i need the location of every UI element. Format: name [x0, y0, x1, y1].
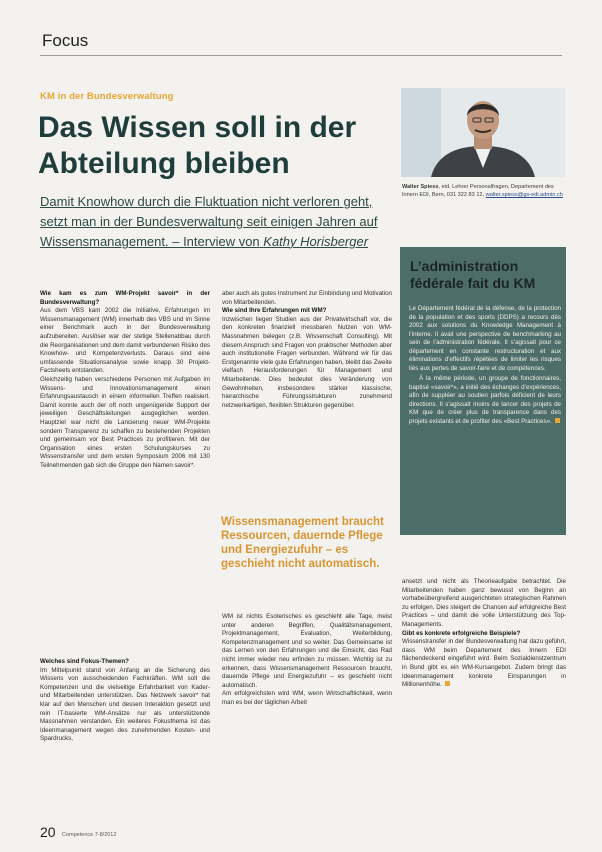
article-lead: [40, 192, 398, 252]
sidebar-title: L’administration fédérale fait du KM: [410, 258, 536, 291]
end-mark-icon: [555, 418, 560, 423]
body-paragraph: Aus dem VBS kam 2002 die Initiative, Erfahrungen im Wissensmanagement (WM) innerhalb des VBS und im Sinne einer Benchmark auch in der Bundesverwaltung aufzubereiten. Auslöser war der stetige Stellenabbau durch die Reorganisationen und dem damit verbundenen Risiko des Knowhow- und Kompetenzverlusts. Daraus sind eine umfassende Situationsanalyse sowie knapp 30 Projekt-Factsheets entstanden.: [40, 307, 210, 375]
section-label: Focus: [42, 31, 89, 50]
article-column-3: [402, 578, 566, 690]
body-paragraph: ansetzt und nicht als Theorieaufgabe betrachtet. Die Mitarbeitenden haben ganz bewusst von Beginn an vorhabeübergreifend ausgerichteten strategischen Rahmen zu erfolgen. Dies steigert die Chancen auf erfolgreiche Best Practices – und damit die volle Unterstützung des Top-Managements.: [402, 578, 566, 628]
body-paragraph: Am erfolgreichsten wird WM, wenn Wirtschaftlichkeit, wenn man es bei der täglichen Arbeit: [222, 690, 392, 706]
interview-question: Gibt es konkrete erfolgreiche Beispiele?: [402, 629, 521, 637]
portrait-illustration: [401, 88, 565, 177]
sidebar-paragraph: Le Département fédéral de la défense, de la protection de la population et des sports (DDPS) a recours dès 2002 aux solutions du Knowledge Management à l’interne. Il avait une perspective de benchmarking au sein de l’administration fédérale. Il s’agissait pour ce département en constante restructuration et aux éliminations d’effectifs répétées de limiter les risques liés aux pertes de savoir-faire et de compétences.: [409, 305, 561, 372]
body-paragraph: Gleichzeitig haben verschiedene Personen mit Aufgaben im Wissens- und Innovationsmanagement einen Erfahrungsaustausch in einem informellen Treffen realisiert. Damit konnte auch der oft noch ungenügende Support der jeweiligen Geschäftsleitungen ausgeglichen werden. Hauptziel war nicht die Lancierung neuer WM-Projekte sondern Transparenz zu schaffen zu bestehenden Projekten und gemeinsam vor Best Practices zu profitieren. Mit der Organisation eines ersten Schulungskurses zu Wissenstransfer und dem ersten Symposium 2006 mit 130 Teilnehmenden gab sich die Gruppe den Namen savoir*.: [40, 375, 210, 469]
body-paragraph: Inzwischen liegen Studien aus der Privatwirtschaft vor, die den konkreten finanziell messbaren Nutzen von WM-Massnahmen belegen (z.B. Wissenschaft Consulting). Mit diesem Anspruch sind Fragen von praktischer Methoden aber auch institutionelle Fragen verbunden. Während wir für das Erstgenannte viele gute Erfahrungen haben, bleibt das Zweite vielfach Herausforderungen für Management und Mitarbeitende. Dies bedeutet dies Veränderung von Gewohnheiten, insbesondere stärker klassische, hierarchische Führungsstrukturen zunehmend netzwerkartigen, flexiblen Strukturen gegenüber.: [222, 315, 392, 409]
portrait-caption-text: , eid. Lehrer Personalfragen, Departement des Innern EDI, Bern, 031 322 83 12,: [402, 184, 554, 199]
portrait-name: Walter Spiess: [402, 184, 439, 190]
article-column-2-lower: [222, 613, 392, 708]
article-column-2-upper: [222, 290, 392, 410]
body-paragraph: Im Mittelpunkt stand von Anfang an die Sicherung des Wissens von ausscheidenden Fachkräften. WM soll die Kompetenzen und die vielseitige Erfahrbarkeit von Kader- und Mitarbeitenden unterstützen. Das Netzwerk savoir* hat klar auf den Menschen und dessen Interaktion gesetzt und rein IT-basierte WM-Ansätze nur als unterstützende Massnahmen verstanden. Ein weiteres Fokusthema ist das Ideenmanagement wegen des zunehmenden Kosten- und Spardrucks,: [40, 666, 210, 743]
body-paragraph: Wissenstransfer in der Bundesverwaltung hat dazu geführt, dass WM beim Departement des Innern EDI flächendeckend eingeführt wird. Beim Sozialdienstzentrum in Bund gibt es ein WM-Kursangebot. Zudem bringt das Ideenmanagement konkrete Einsparungen in Millionenhöhe.: [402, 638, 566, 689]
footer-text: Competence 7-8/2012: [62, 832, 117, 838]
lead-text: Damit Knowhow durch die Fluktuation nicht verloren geht, setzt man in der Bundesverwaltung seit einigen Jahren auf Wissensmanagement. – Interview von: [40, 194, 378, 249]
portrait-caption: [402, 183, 564, 200]
article-headline: Das Wissen soll in der Abteilung bleiben: [38, 111, 357, 180]
article-column-1-lower: [40, 658, 210, 744]
interview-question: Wie sind Ihre Erfahrungen mit WM?: [222, 307, 327, 315]
sidebar-paragraph: À la même période, un groupe de fonctionnaires, baptisé «savoir*», a initié des échanges d’expériences, afin de suppléer au soutien parfois déficient de leurs directions. Il s’agissait moins de lancer des projets de KM que de créer plus de transparence dans des projets existants et de profiter des «Best Practices».: [409, 375, 561, 425]
pull-quote: Wissensmanagement braucht Ressourcen, dauernde Pflege und Energiezufuhr – es geschieht nicht automatisch.: [221, 516, 384, 570]
lead-author: Kathy Horisberger: [263, 234, 369, 249]
article-column-1: [40, 290, 210, 470]
interview-question: Welches sind Fokus-Themen?: [40, 658, 129, 665]
body-paragraph: WM ist nichts Esoterisches es geschieht alle Tage, meist unter anderen Begriffen, Qualitätsmanagement, Projektmanagement, Evaluation, Weiterbildung, Kompetenzmanagement und so weiter. Das Gemeinsame ist das Lernen von den Erfahrungen und die Einsicht, das Rad nicht immer wieder neu erfinden zu müssen. Wichtig ist zu erkennen, dass Wissensmanagement Ressourcen braucht, dauernde Pflege und Energiezufuhr – es geschieht nicht automatisch.: [222, 613, 392, 689]
end-mark-icon: [445, 681, 450, 686]
body-paragraph: aber auch als gutes Instrument zur Einbindung und Motivation von Mitarbeitenden.: [222, 290, 392, 306]
portrait-photo-icon: [401, 88, 565, 177]
page-number: 20: [40, 824, 56, 840]
top-rule: [40, 55, 562, 56]
interview-question: Wie kam es zum WM-Projekt savoir* in der Bundesverwaltung?: [40, 290, 210, 306]
sidebar-text: [409, 305, 561, 428]
portrait-email-link[interactable]: walter.spiess@gs-edi.admin.ch: [485, 192, 563, 199]
article-kicker: KM in der Bundesverwaltung: [40, 91, 174, 102]
